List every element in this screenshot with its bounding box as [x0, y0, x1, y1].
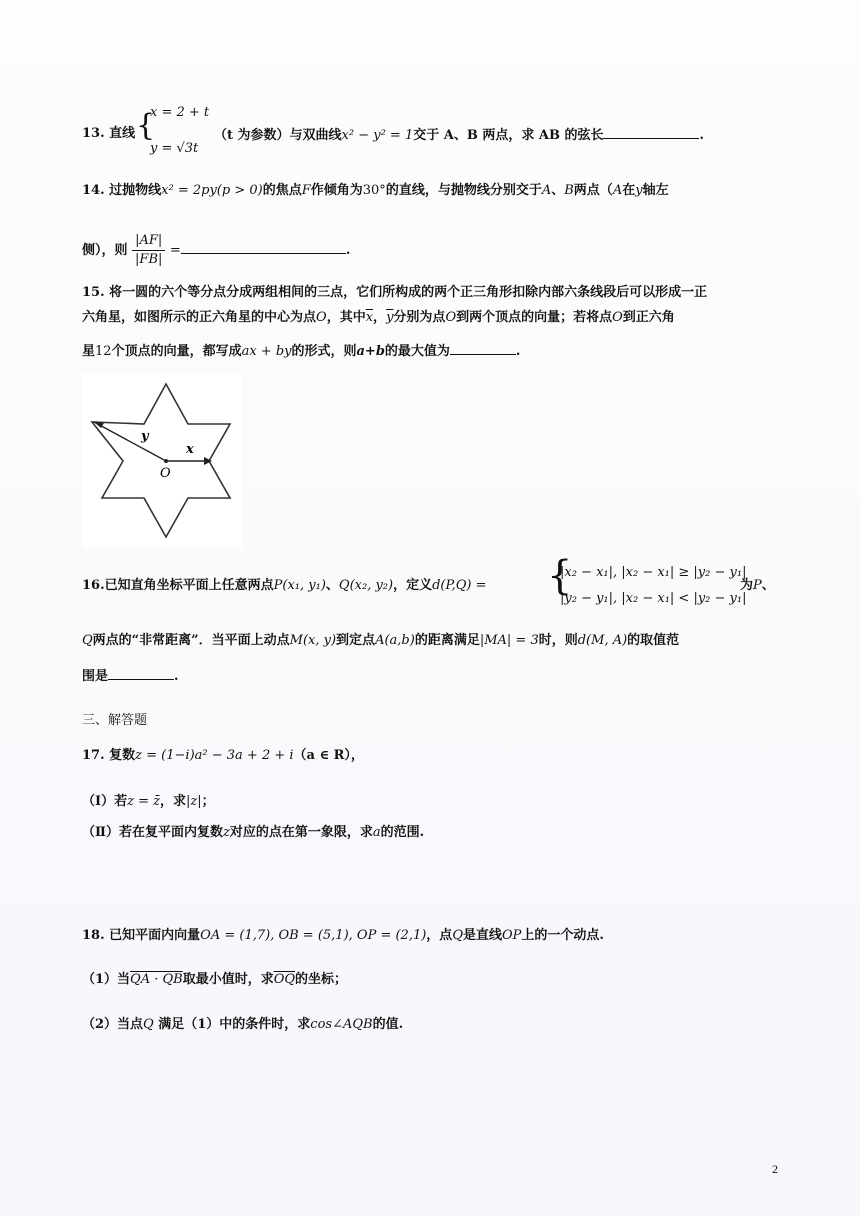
q13-eq1: x = 2 + t — [150, 105, 210, 120]
q13-eq2: y = √3t — [150, 141, 199, 156]
hexagram-svg — [82, 374, 242, 548]
q16-case1: |x₂ − x₁|, |x₂ − x₁| ≥ |y₂ − y₁| — [560, 565, 747, 580]
q15-line1: 15. 将一圆的六个等分点分成两组相间的三点，它们所构成的两个正三角形扣除内部六条线段后可以形成一正 — [82, 285, 708, 300]
q16-line1: 16.已知直角坐标平面上任意两点P(x₁, y₁)、Q(x₂, y₂)，定义d(P,Q) = — [82, 578, 487, 593]
q16-line2: Q两点的“非常距离”．当平面上动点M(x, y)到定点A(a,b)的距离满足|MA| = 3时，则d(M, A)的取值范 — [82, 633, 680, 648]
q18-part1: （1）当QA · QB取最小值时，求$\overline{OQ}$的坐标； — [82, 972, 348, 987]
q13-curve: x² − y² = 1 — [341, 128, 414, 143]
q13-number: 13. — [82, 126, 105, 141]
page-number: 2 — [772, 1162, 778, 1176]
center-point-O — [164, 459, 168, 463]
q16-answer-blank[interactable] — [108, 665, 174, 680]
q17-line1: 17. 复数z = (1−i)a² − 3a + 2 + i（a ∈ R）， — [82, 748, 364, 763]
q13-answer-blank[interactable] — [603, 124, 699, 139]
q17-part1: （Ⅰ）若z = z̄，求|z|； — [82, 794, 215, 809]
q16-line3: 围是 . — [82, 665, 179, 687]
q16-line1-end: 为P、 — [740, 578, 775, 593]
section-heading: 三、解答题 — [82, 713, 148, 728]
q14-line2: 侧），则 $\frac{|AF|}{|FB|}$ = . — [82, 233, 351, 267]
q13-text: （t 为参数）与双曲线x² − y² = 1交于 A、B 两点，求 AB 的弦长 . — [214, 124, 704, 146]
q15-line2: 六角星，如图所示的正六角星的中心为点O，其中$\overline{x}$，$\overline{y}$分别为点O到两个顶点的向量；若将点O到正六角 — [82, 310, 675, 325]
q15-line3: 星12个顶点的向量，都写成ax + by的形式，则a+b的最大值为 . — [82, 340, 520, 362]
q14-line1: 14. 过抛物线x² = 2py(p > 0)的焦点F作倾角为30°的直线，与抛物线分别交于A、B两点（A在y轴左 — [82, 183, 669, 198]
q16-brace: { — [547, 553, 573, 599]
hexagram-figure — [82, 374, 242, 548]
label-y: y — [141, 429, 149, 444]
q17-part2: （Ⅱ）若在复平面内复数z对应的点在第一象限，求a的范围. — [82, 825, 425, 840]
q18-line1: 18. 已知平面内向量OA = (1,7), OB = (5,1), OP = (2,1)，点Q是直线OP上的一个动点. — [82, 928, 604, 943]
q15-answer-blank[interactable] — [450, 340, 516, 355]
label-O: O — [160, 466, 171, 481]
q18-part2: （2）当点Q 满足（1）中的条件时，求cos∠AQB的值. — [82, 1017, 404, 1032]
q13-brace: { — [136, 108, 156, 143]
q13-prefix: 直线 — [109, 126, 136, 141]
q14-answer-blank[interactable] — [181, 239, 346, 254]
label-x: x — [186, 442, 194, 457]
vector-y-line — [94, 422, 166, 461]
q13-line — [82, 124, 135, 144]
q14-parabola: x² = 2py(p > 0) — [161, 183, 263, 198]
q14-fraction: $\frac{|AF|}{|FB|}$ — [132, 232, 165, 269]
q16-case2: |y₂ − y₁|, |x₂ − x₁| < |y₂ − y₁| — [560, 591, 747, 606]
